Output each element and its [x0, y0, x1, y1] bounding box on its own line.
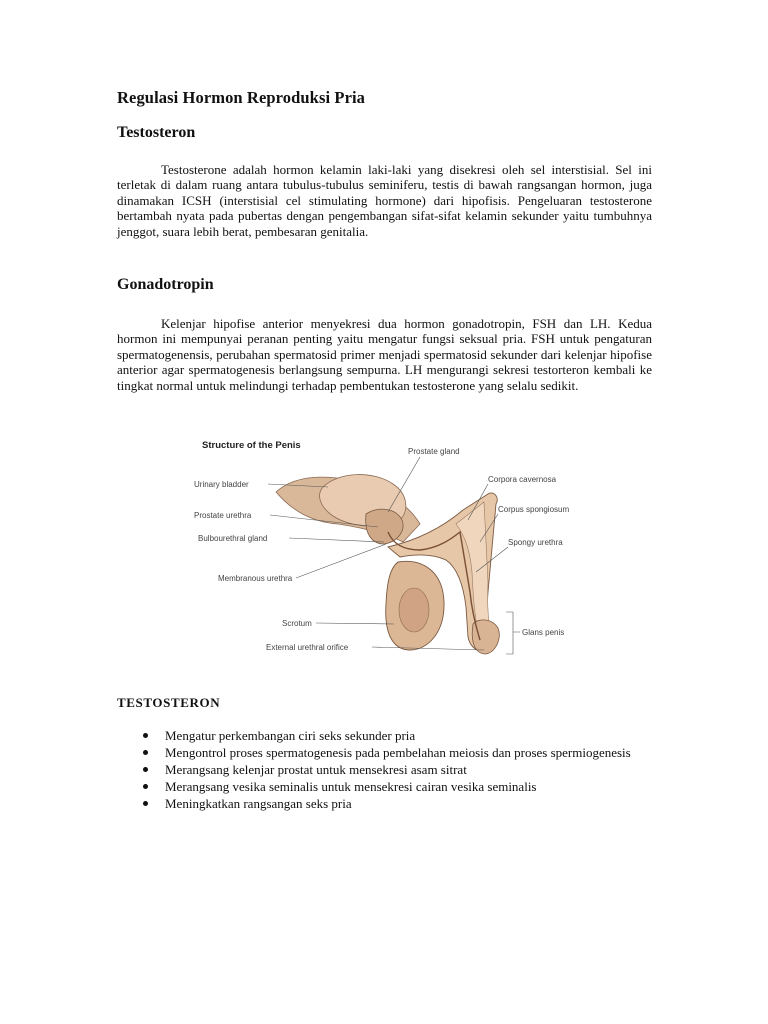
- list-item: [141, 727, 661, 744]
- document-title: Regulasi Hormon Reproduksi Pria: [117, 88, 366, 107]
- list-item: [141, 744, 661, 761]
- label-bulbourethral-gland: Bulbourethral gland: [198, 534, 268, 543]
- leader-scrotum: [316, 623, 394, 624]
- bullet-dot: [143, 784, 148, 789]
- label-urinary-bladder: Urinary bladder: [194, 480, 249, 489]
- figure-title: Structure of the Penis: [202, 440, 301, 451]
- list-item-text: Merangsang vesika seminalis untuk mensekresi cairan vesika seminalis: [165, 779, 537, 794]
- bullet-dot: [143, 733, 148, 738]
- anatomy-figure: [188, 432, 620, 666]
- testis-shape: [399, 588, 429, 632]
- list-item-text: Mengontrol proses spermatogenesis pada pembelahan meiosis dan proses spermiogenesis: [165, 745, 631, 760]
- list-item: [141, 761, 661, 778]
- leader-external-urethral-orifice: [372, 647, 484, 650]
- penis-structure-illustration: [188, 432, 620, 666]
- leader-bulbourethral-gland: [289, 538, 384, 542]
- label-membranous-urethra: Membranous urethra: [218, 574, 293, 583]
- bullet-dot: [143, 801, 148, 806]
- label-prostate-urethra: Prostate urethra: [194, 511, 252, 520]
- label-corpus-spongiosum: Corpus spongiosum: [498, 505, 570, 514]
- list-item: [141, 795, 661, 812]
- label-corpora-cavernosa: Corpora cavernosa: [488, 475, 557, 484]
- bullet-dot: [143, 750, 148, 755]
- leader-membranous-urethra: [296, 544, 386, 578]
- label-glans-penis: Glans penis: [522, 628, 565, 637]
- label-scrotum: Scrotum: [282, 619, 312, 628]
- section-heading-gonadotropin: Gonadotropin: [117, 276, 214, 293]
- list-item: [141, 778, 661, 795]
- label-prostate-gland: Prostate gland: [408, 447, 460, 456]
- section-heading-testosteron: Testosteron: [117, 124, 196, 141]
- label-spongy-urethra: Spongy urethra: [508, 538, 563, 547]
- paragraph-testosteron: Testosterone adalah hormon kelamin laki-laki yang disekresi oleh sel interstisial. Sel ini terletak di dalam ruang antara tubulus-tubulus seminiferu, testis di bawah rangsangan hormon, juga dinamakan ICSH (interstisial cel stimulating hormone) dari hipofisis. Pengeluaran testosterone bertambah nyata pada pubertas dengan pengembangan sifat-sifat kelamin sekunder yaitu tumbuhnya jenggot, suara lebih berat, pembesaran genitalia.: [117, 162, 652, 239]
- list-item-text: Merangsang kelenjar prostat untuk mensekresi asam sitrat: [165, 762, 467, 777]
- bullet-dot: [143, 767, 148, 772]
- glans-bracket: [506, 612, 520, 654]
- list-item-text: Mengatur perkembangan ciri seks sekunder pria: [165, 728, 416, 743]
- paragraph-gonadotropin: Kelenjar hipofise anterior menyekresi dua hormon gonadotropin, FSH dan LH. Kedua hormon ini mempunyai peranan penting yaitu mengatur fungsi seksual pria. FSH untuk pengaturan spermatogenensis, perubahan spermatosid primer menjadi spermatosid sekunder dari kelenjar hipofise anterior agar spermatogenesis berlangsung sempurna. LH mengurangi sekresi testorteron kembali ke tingkat normal untuk melindungi terhadap pembentukan testosterone yang selalu sedikit.: [117, 316, 652, 393]
- list-heading: TESTOSTERON: [117, 695, 221, 710]
- list-item-text: Meningkatkan rangsangan seks pria: [165, 796, 352, 811]
- testosterone-functions-list: [141, 727, 661, 812]
- label-external-urethral-orifice: External urethral orifice: [266, 643, 349, 652]
